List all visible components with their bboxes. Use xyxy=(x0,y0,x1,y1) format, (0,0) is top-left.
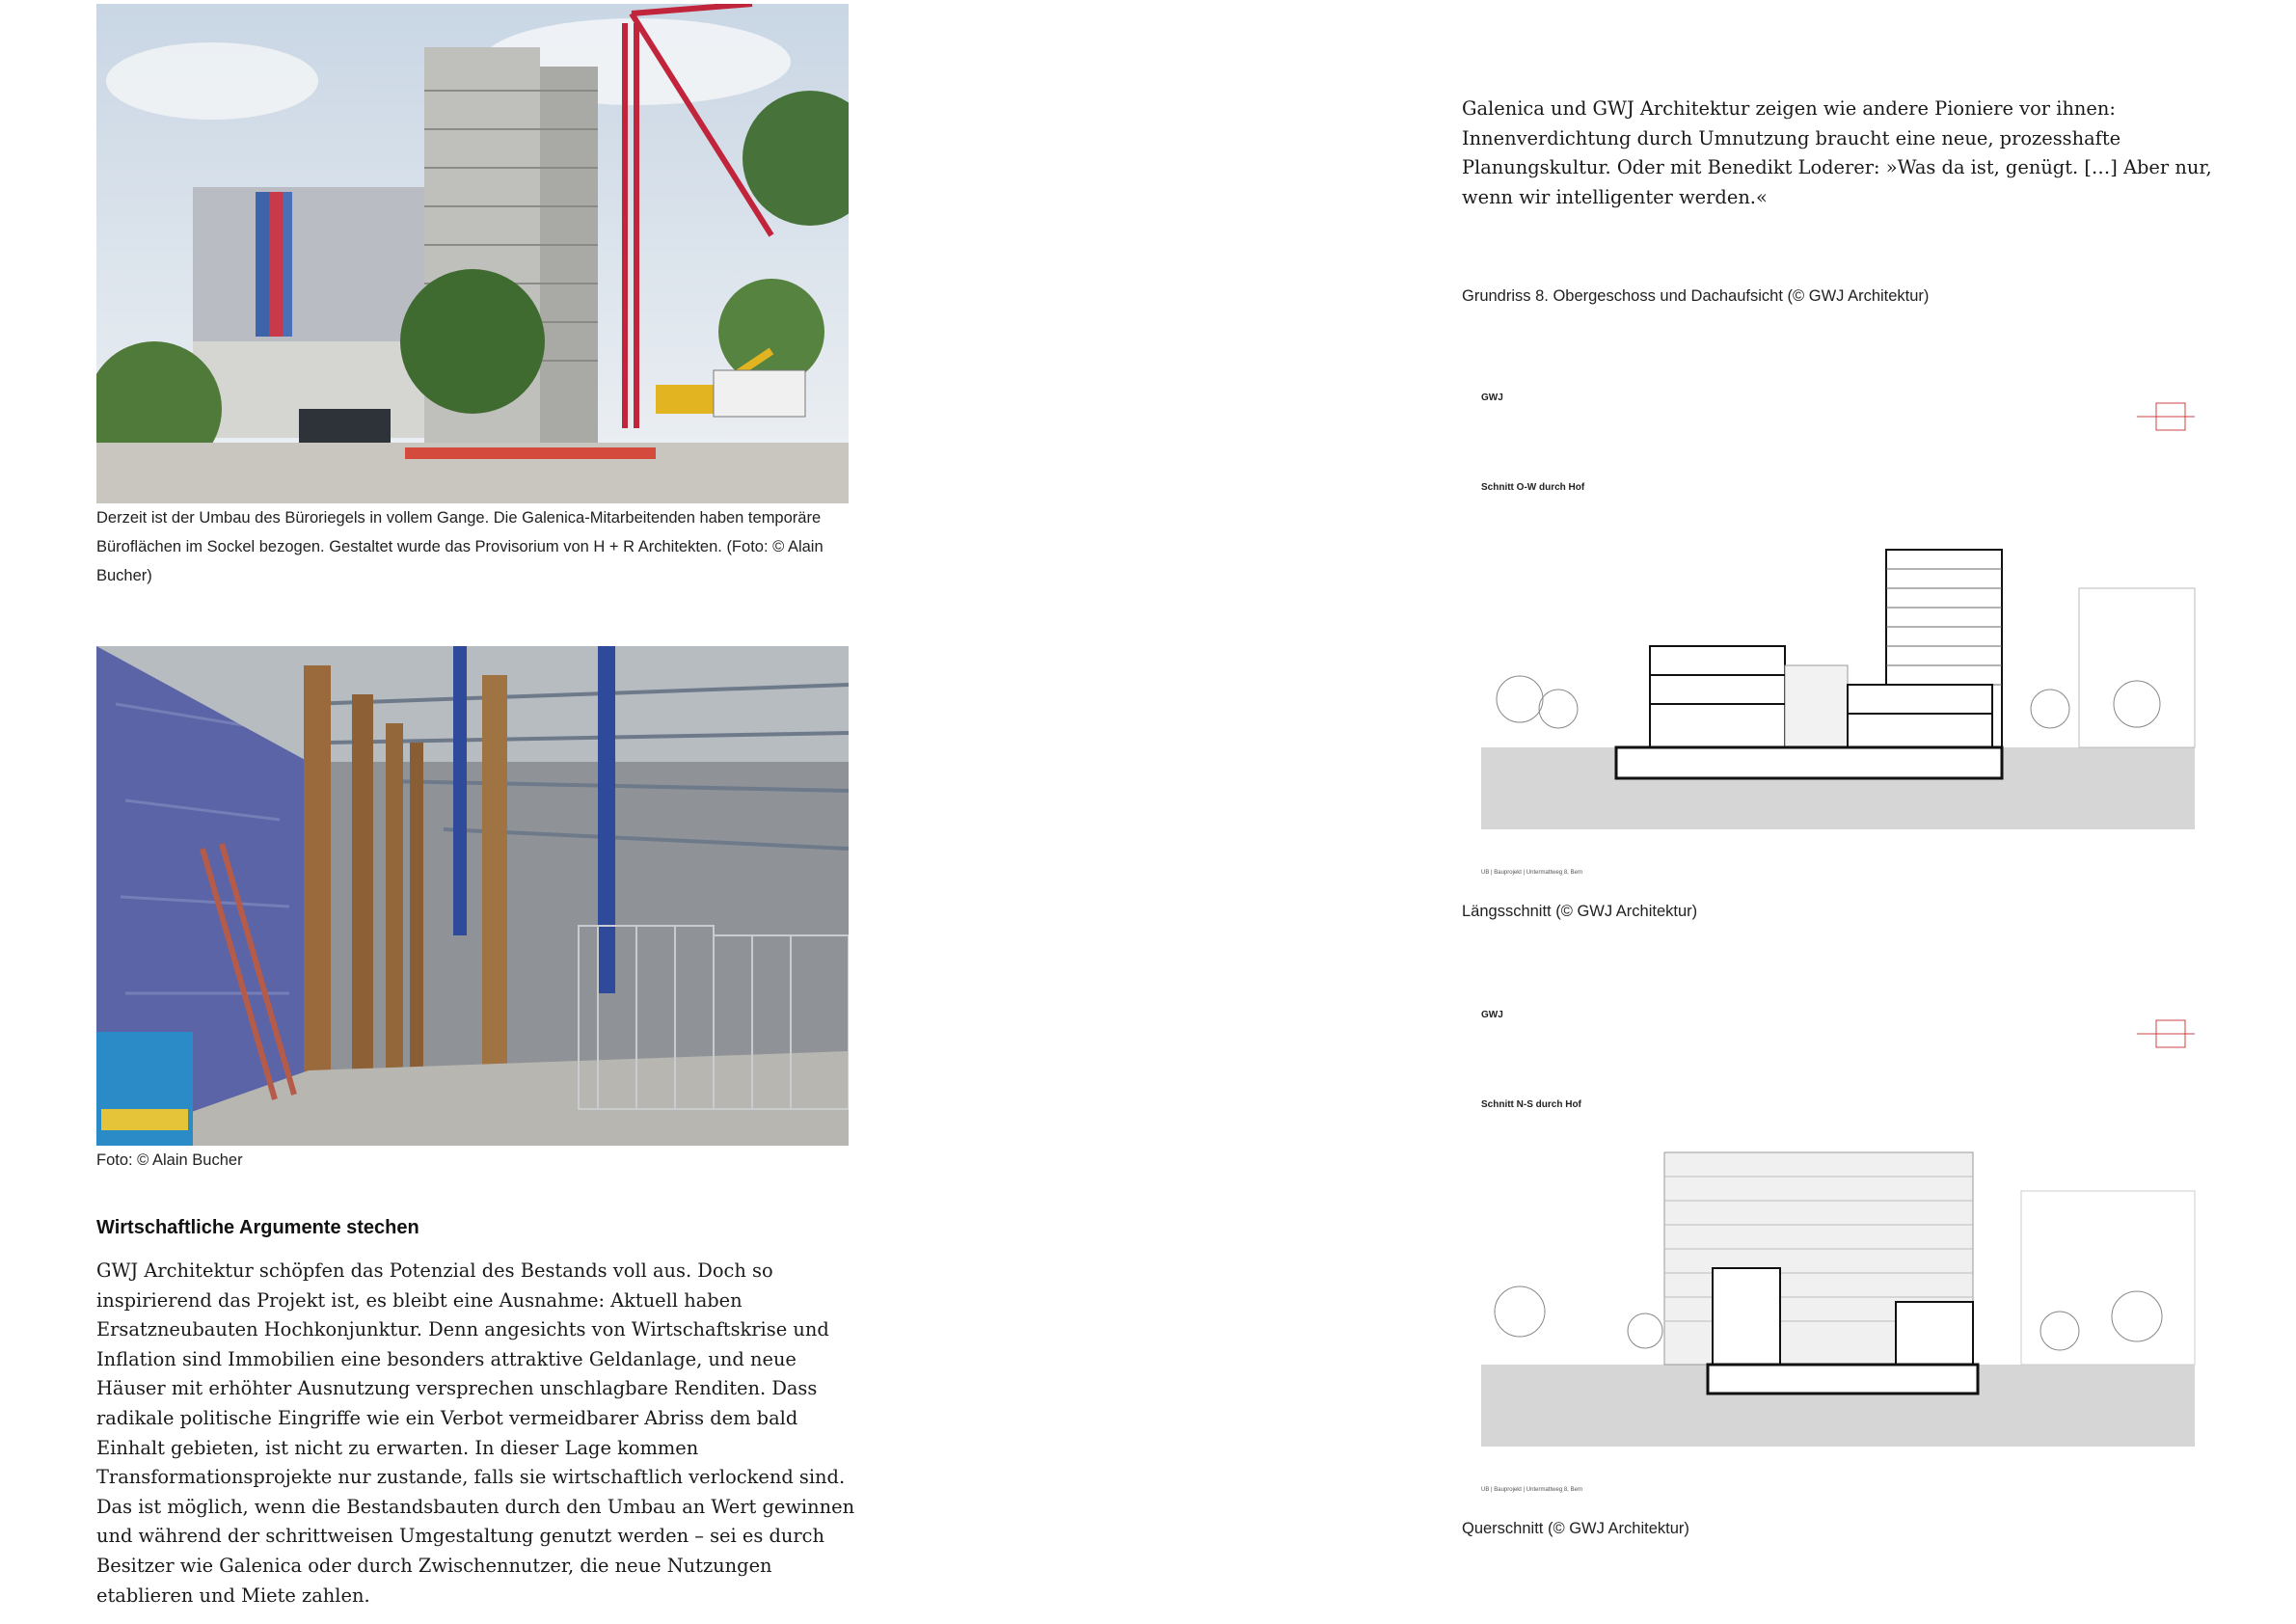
laengsschnitt-caption: Längsschnitt (© GWJ Architektur) xyxy=(1462,903,1698,920)
drawing2-title: Schnitt N-S durch Hof xyxy=(1481,1099,1581,1110)
section-body-paragraph: GWJ Architektur schöpfen das Potenzial des Bestands voll aus. Doch so inspirierend das Projekt ist, es bleibt eine Ausnahme: Aktuell haben Ersatzneubauten Hochkonjunktur. Denn angesichts von Wirtschaftskrise und Inflation sind Immobilien eine besonders attraktive Geldanlage, und neue Häuser mit erhöhter Ausnutzung versprechen unschlagbare Renditen. Dass radikale politische Eingriffe wie ein Verbot vermeidbarer Abriss dem bald Einhalt gebieten, ist nicht zu erwarten. In dieser Lage kommen Transformationsprojekte nur zustande, falls sie wirtschaftlich verlockend sind. Das ist möglich, wenn die Bestandsbauten durch den Umbau an Wert gewinnen und während der schrittweisen Umgestaltung genutzt werden – sei es durch Besitzer wie Galenica oder durch Zwischennutzer, die neue Nutzungen etablieren und Miete zahlen. xyxy=(96,1259,855,1607)
querschnitt-caption: Querschnitt (© GWJ Architektur) xyxy=(1462,1520,1689,1537)
querschnitt-drawing xyxy=(1462,984,2214,1504)
drawing2-footer: UB | Bauprojekt | Untermattweg 8, Bern xyxy=(1481,1487,1583,1493)
interior-construction-photo xyxy=(96,646,849,1146)
drawing1-title: Schnitt O-W durch Hof xyxy=(1481,482,1585,493)
drawing1-footer: UB | Bauprojekt | Untermattweg 8, Bern xyxy=(1481,870,1583,876)
section-heading: Wirtschaftliche Argumente stechen xyxy=(96,1217,419,1238)
drawing2-brand: GWJ xyxy=(1481,1010,1503,1020)
intro-paragraph: Galenica und GWJ Architektur zeigen wie andere Pioniere vor ihnen: Innenverdichtung durch Umnutzung braucht eine neue, prozesshafte Planungskultur. Oder mit Benedikt Loderer: »Was da ist, genügt. […] Aber nur, wenn wir intelligenter werden.« xyxy=(1462,97,2212,208)
photo2-caption: Foto: © Alain Bucher xyxy=(96,1151,243,1169)
construction-site-photo xyxy=(96,4,849,503)
photo1-caption: Derzeit ist der Umbau des Büroriegels in vollem Gange. Die Galenica-Mitarbeitenden haben temporäre Büroflächen im Sockel bezogen. Gestaltet wurde das Provisorium von H + R Architekten. (Foto: © Alain Bucher) xyxy=(96,509,824,584)
grundriss-caption: Grundriss 8. Obergeschoss und Dachaufsicht (© GWJ Architektur) xyxy=(1462,287,1930,305)
drawing1-brand: GWJ xyxy=(1481,392,1503,403)
laengsschnitt-drawing xyxy=(1462,366,2214,887)
